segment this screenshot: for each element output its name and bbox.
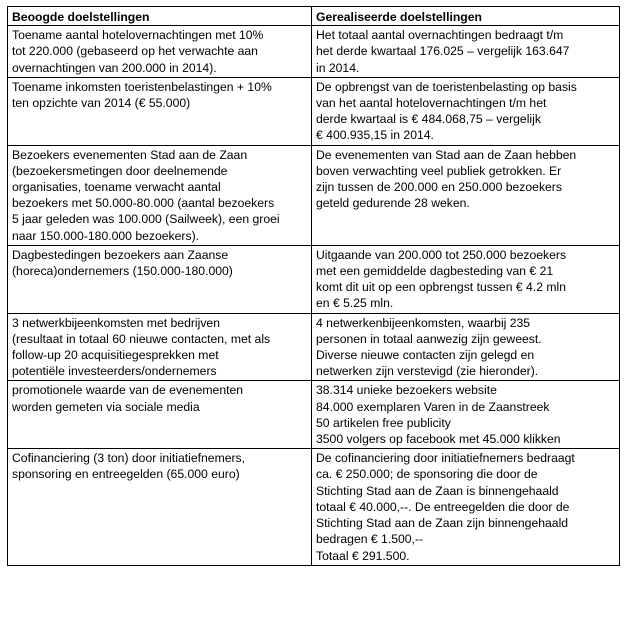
text-line: en € 5.25 mln. bbox=[316, 296, 394, 311]
text-line: Het totaal aantal overnachtingen bedraagt t/m bbox=[316, 28, 564, 43]
realised-objective-cell bbox=[312, 77, 620, 145]
header-realised-objectives: Gerealiseerde doelstellingen bbox=[312, 7, 620, 26]
table-row bbox=[8, 145, 620, 245]
text-line: worden gemeten via sociale media bbox=[12, 399, 200, 414]
text-line: (bezoekersmetingen door deelnemende bbox=[12, 163, 228, 178]
text-line: (horeca)ondernemers (150.000-180.000) bbox=[12, 264, 233, 279]
header-planned-objectives: Beoogde doelstellingen bbox=[8, 7, 312, 26]
text-line: 4 netwerkenbijeenkomsten, waarbij 235 bbox=[316, 315, 531, 330]
text-line: € 400.935,15 in 2014. bbox=[316, 128, 434, 143]
text-line: De cofinanciering door initiatiefnemers bedraagt bbox=[316, 451, 575, 466]
text-line: overnachtingen van 200.000 in 2014). bbox=[12, 60, 217, 75]
planned-objective-cell bbox=[8, 381, 312, 449]
text-line: Uitgaande van 200.000 tot 250.000 bezoekers bbox=[316, 247, 567, 262]
text-line: Totaal € 291.500. bbox=[316, 548, 410, 563]
text-line: personen in totaal aanwezig zijn geweest. bbox=[316, 331, 542, 346]
text-line: sponsoring en entreegelden (65.000 euro) bbox=[12, 467, 240, 482]
planned-objective-cell bbox=[8, 313, 312, 381]
realised-objective-cell bbox=[312, 245, 620, 313]
planned-objective-cell bbox=[8, 245, 312, 313]
table-row bbox=[8, 381, 620, 449]
text-line: Toename aantal hotelovernachtingen met 10% bbox=[12, 28, 264, 43]
text-line: 84.000 exemplaren Varen in de Zaanstreek bbox=[316, 399, 550, 414]
realised-objective-cell bbox=[312, 449, 620, 565]
planned-objective-cell bbox=[8, 26, 312, 78]
text-line: het derde kwartaal 176.025 – vergelijk 163.647 bbox=[316, 44, 570, 59]
text-line: De opbrengst van de toeristenbelasting op basis bbox=[316, 79, 577, 94]
planned-objective-cell bbox=[8, 449, 312, 565]
realised-objective-cell bbox=[312, 145, 620, 245]
text-line: 50 artikelen free publicity bbox=[316, 415, 451, 430]
text-line: 3500 volgers op facebook met 45.000 klikken bbox=[316, 432, 561, 447]
text-line: geteld gedurende 28 weken. bbox=[316, 196, 470, 211]
text-line: 5 jaar geleden was 100.000 (Sailweek), een groei bbox=[12, 212, 280, 227]
text-line: Cofinanciering (3 ton) door initiatiefnemers, bbox=[12, 451, 246, 466]
text-line: bezoekers met 50.000-80.000 (aantal bezoekers bbox=[12, 196, 275, 211]
text-line: 3 netwerkbijeenkomsten met bedrijven bbox=[12, 315, 220, 330]
text-line: potentiële investeerders/ondernemers bbox=[12, 364, 217, 379]
text-line: in 2014. bbox=[316, 60, 360, 75]
realised-objective-cell bbox=[312, 313, 620, 381]
table-row bbox=[8, 245, 620, 313]
text-line: totaal € 40.000,--. De entreegelden die door de bbox=[316, 499, 570, 514]
text-line: zijn tussen de 200.000 en 250.000 bezoekers bbox=[316, 180, 562, 195]
text-line: De evenementen van Stad aan de Zaan hebben bbox=[316, 147, 577, 162]
text-line: organisaties, toename verwacht aantal bbox=[12, 180, 221, 195]
text-line: netwerken zijn verstevigd (zie hieronder). bbox=[316, 364, 539, 379]
text-line: 38.314 unieke bezoekers website bbox=[316, 383, 497, 398]
text-line: komt dit uit op een opbrengst tussen € 4.2 mln bbox=[316, 280, 566, 295]
text-line: promotionele waarde van de evenementen bbox=[12, 383, 244, 398]
table-row bbox=[8, 77, 620, 145]
objectives-table bbox=[7, 6, 620, 566]
text-line: tot 220.000 (gebaseerd op het verwachte aan bbox=[12, 44, 258, 59]
text-line: met een gemiddelde dagbesteding van € 21 bbox=[316, 264, 554, 279]
text-line: ten opzichte van 2014 (€ 55.000) bbox=[12, 96, 191, 111]
planned-objective-cell bbox=[8, 145, 312, 245]
text-line: Stichting Stad aan de Zaan is binnengehaald bbox=[316, 483, 559, 498]
text-line: boven verwachting veel publiek getrokken. Er bbox=[316, 163, 562, 178]
text-line: Toename inkomsten toeristenbelastingen + 10% bbox=[12, 79, 272, 94]
table-row bbox=[8, 26, 620, 78]
table-header-row bbox=[8, 7, 620, 26]
realised-objective-cell bbox=[312, 381, 620, 449]
text-line: Stichting Stad aan de Zaan zijn binnengehaald bbox=[316, 516, 569, 531]
text-line: naar 150.000-180.000 bezoekers). bbox=[12, 228, 200, 243]
text-line: (resultaat in totaal 60 nieuwe contacten, met als bbox=[12, 331, 271, 346]
planned-objective-cell bbox=[8, 77, 312, 145]
text-line: van het aantal hotelovernachtingen t/m het bbox=[316, 96, 547, 111]
text-line: bedragen € 1.500,-- bbox=[316, 532, 424, 547]
text-line: Dagbestedingen bezoekers aan Zaanse bbox=[12, 247, 229, 262]
text-line: derde kwartaal is € 484.068,75 – vergelijk bbox=[316, 112, 541, 127]
text-line: Bezoekers evenementen Stad aan de Zaan bbox=[12, 147, 248, 162]
text-line: follow-up 20 acquisitiegesprekken met bbox=[12, 348, 219, 363]
realised-objective-cell bbox=[312, 26, 620, 78]
table-row bbox=[8, 313, 620, 381]
text-line: Diverse nieuwe contacten zijn gelegd en bbox=[316, 348, 535, 363]
table-row bbox=[8, 449, 620, 565]
text-line: ca. € 250.000; de sponsoring die door de bbox=[316, 467, 538, 482]
